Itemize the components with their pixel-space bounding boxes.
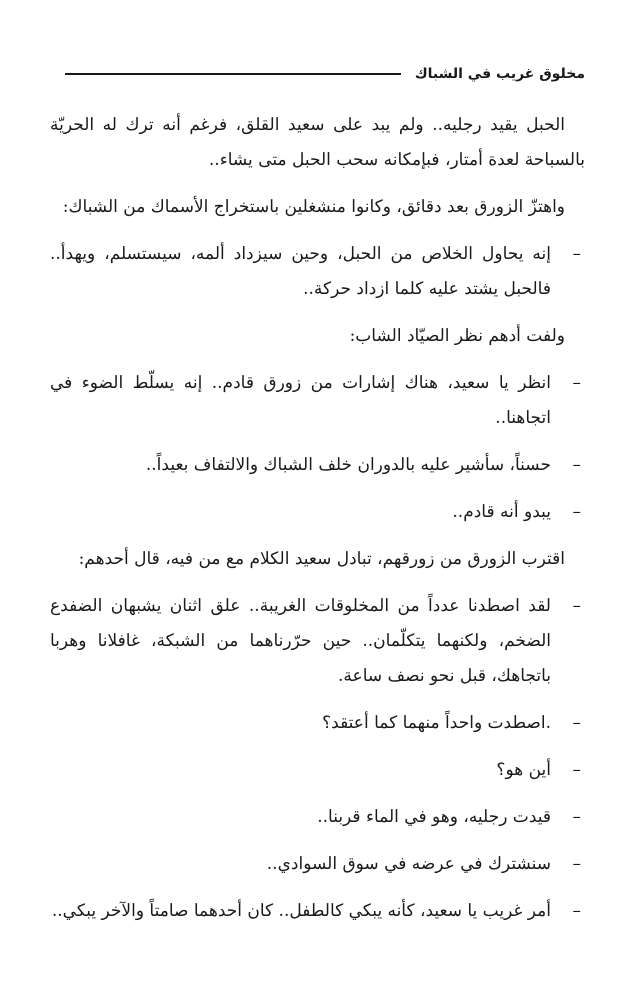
- dialogue-dash: –: [572, 455, 581, 475]
- dialogue-dash: –: [572, 807, 581, 827]
- running-header: [50, 56, 585, 92]
- paragraph-text: أمر غريب يا سعيد، كأنه يبكي كالطفل.. كان أحدهما صامتاً والآخر يبكي..: [51, 901, 551, 921]
- dialogue-dash: –: [572, 854, 581, 874]
- paragraph-text: أين هو؟: [496, 760, 551, 780]
- paragraph-text: اقترب الزورق من زورقهم، تبادل سعيد الكلام مع من فيه، قال أحدهم:: [78, 549, 565, 569]
- dialogue-paragraph: [50, 894, 585, 929]
- dialogue-dash: –: [572, 502, 581, 522]
- narrative-paragraph: [50, 319, 585, 354]
- running-title: مخلوق غريب في الشباك: [414, 66, 585, 82]
- book-page: [50, 56, 585, 941]
- dialogue-dash: –: [572, 596, 581, 616]
- dialogue-paragraph: [50, 589, 585, 694]
- narrative-paragraph: [50, 108, 585, 178]
- dialogue-paragraph: [50, 706, 585, 741]
- paragraph-text: انظر يا سعيد، هناك إشارات من زورق قادم.. إنه يسلّط الضوء في اتجاهنا..: [50, 373, 551, 428]
- paragraph-text: إنه يحاول الخلاص من الحبل، وحين سيزداد ألمه، سيستسلم، ويهدأ.. فالحبل يشتد عليه كلما ازداد حركة..: [50, 244, 551, 299]
- paragraph-text: لقد اصطدنا عدداً من المخلوقات الغريبة.. علق اثنان يشبهان الضفدع الضخم، ولكنهما يتكلّمان.. حين حرّرناهما من الشبكة، غافلانا وهربا باتجاهك، قبل نحو نصف ساعة.: [50, 596, 551, 686]
- dialogue-paragraph: [50, 366, 585, 436]
- dialogue-dash: –: [572, 244, 581, 264]
- dialogue-dash: –: [572, 901, 581, 921]
- dialogue-dash: –: [572, 760, 581, 780]
- paragraph-text: ولفت أدهم نظر الصيّاد الشاب:: [349, 326, 565, 346]
- dialogue-paragraph: [50, 495, 585, 530]
- paragraph-text: سنشترك في عرضه في سوق السوادي..: [266, 854, 551, 874]
- paragraph-text: الحبل يقيد رجليه.. ولم يبد على سعيد القلق، فرغم أنه ترك له الحريّة بالسباحة لعدة أمتار، فبإمكانه سحب الحبل متى يشاء..: [50, 115, 585, 170]
- dialogue-paragraph: [50, 237, 585, 307]
- dialogue-paragraph: [50, 800, 585, 835]
- dialogue-paragraph: [50, 847, 585, 882]
- paragraph-text: حسناً، سأشير عليه بالدوران خلف الشباك والالتفاف بعيداً..: [145, 455, 551, 475]
- dialogue-dash: –: [572, 373, 581, 393]
- narrative-paragraph: [50, 542, 585, 577]
- body-text: [50, 108, 585, 929]
- dialogue-paragraph: [50, 753, 585, 788]
- dialogue-dash: –: [572, 713, 581, 733]
- narrative-paragraph: [50, 190, 585, 225]
- dialogue-paragraph: [50, 448, 585, 483]
- paragraph-text: .اصطدت واحداً منهما كما أعتقد؟: [322, 713, 551, 733]
- paragraph-text: قيدت رجليه، وهو في الماء قربنا..: [317, 807, 551, 827]
- header-rule: [65, 73, 401, 75]
- paragraph-text: يبدو أنه قادم..: [452, 502, 551, 522]
- paragraph-text: واهتزّ الزورق بعد دقائق، وكانوا منشغلين باستخراج الأسماك من الشباك:: [62, 197, 565, 217]
